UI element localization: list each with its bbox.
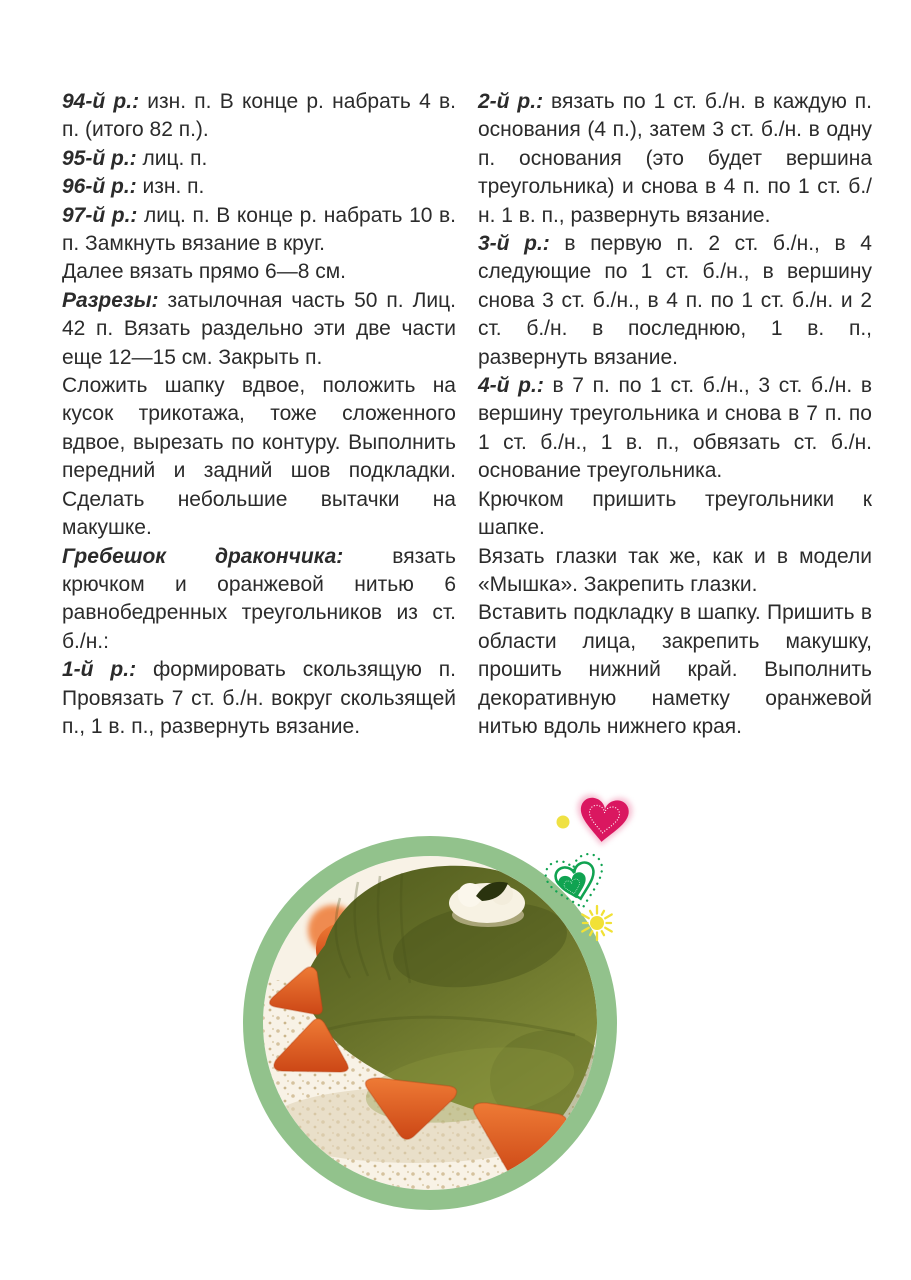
- instruction-text: [62, 88, 872, 741]
- row-label: 96-й р.:: [62, 175, 137, 199]
- paragraph-text: Далее вязать прямо 6—8 см.: [62, 260, 346, 284]
- paragraph: [478, 486, 872, 543]
- paragraph: [62, 543, 456, 657]
- paragraph-text: изн. п. В конце р. набрать 4 в. п. (итого 82 п.).: [62, 90, 456, 142]
- paragraph: [62, 145, 456, 173]
- figure-block: [230, 780, 680, 1250]
- paragraph: [62, 173, 456, 201]
- paragraph: [62, 88, 456, 145]
- paragraph-text: в первую п. 2 ст. б./н., в 4 следующие по 1 ст. б./н., в вершину снова 3 ст. б./н., в 4 п. по 1 ст. б./н. и 2 ст. б./н. в последнюю, 1 в. п., развернуть вязание.: [478, 232, 872, 369]
- paragraph: [478, 599, 872, 741]
- pink-heart-decoration: [574, 793, 634, 848]
- paragraph-text: изн. п.: [136, 175, 205, 199]
- paragraph-text: Вязать глазки так же, как и в модели «Мышка». Закрепить глазки.: [478, 544, 872, 596]
- paragraph: [478, 230, 872, 372]
- paragraph: [62, 287, 456, 372]
- paragraph-text: вязать крючком и оранжевой нитью 6 равнобедренных треугольников из ст. б./н.:: [62, 544, 456, 653]
- row-label: 95-й р.:: [62, 146, 137, 170]
- paragraph: [478, 372, 872, 486]
- paragraph-text: лиц. п.: [136, 146, 208, 170]
- paragraph-text: Крючком пришить треугольники к шапке.: [478, 487, 872, 540]
- paragraph-text: Сложить шапку вдвое, положить на кусок трикотажа, тоже сложенного вдвое, вырезать по контуру. Выполнить передний и задний шов подкладки. Сделать небольшие вытачки на макушке.: [62, 374, 456, 540]
- sun-core: [590, 916, 604, 930]
- row-label: 3-й р.:: [478, 232, 550, 256]
- row-label: 2-й р.:: [478, 90, 544, 113]
- paragraph: [478, 88, 872, 230]
- row-label: Гребешок дракончика:: [62, 544, 344, 568]
- row-label: 4-й р.:: [478, 374, 544, 398]
- paragraph: [62, 258, 456, 286]
- paragraph-text: вязать по 1 ст. б./н. в каждую п. основания (4 п.), затем 3 ст. б./н. в одну п. основания (это будет вершина треугольника) и снова в 4 п. по 1 ст. б./н. 1 в. п., развернуть вязание.: [478, 90, 872, 227]
- paragraph-text: лиц. п. В конце р. набрать 10 в. п. Замкнуть вязание в круг.: [62, 203, 457, 256]
- paragraph: [62, 372, 456, 542]
- left-column: [62, 88, 456, 741]
- paragraph: [62, 656, 456, 741]
- knitted-hat-illustration: [230, 780, 680, 1250]
- row-label: 97-й р.:: [62, 203, 138, 227]
- row-label: Разрезы:: [62, 288, 159, 312]
- paragraph-text: формировать скользящую п. Провязать 7 ст. б./н. вокруг скользящей п., 1 в. п., развернуть вязание.: [62, 658, 456, 738]
- yellow-dot-decoration: [557, 816, 570, 829]
- paragraph-text: в 7 п. по 1 ст. б./н., 3 ст. б./н. в вершину треугольника и снова в 7 п. по 1 ст. б./н., 1 в. п., обвязать ст. б./н. основание треугольника.: [478, 374, 872, 483]
- paragraph: [62, 202, 456, 259]
- paragraph: [478, 543, 872, 600]
- row-label: 1-й р.:: [62, 658, 137, 682]
- paragraph-text: Вставить подкладку в шапку. Пришить в области лица, закрепить макушку, прошить нижний край. Выполнить декоративную наметку оранжевой нитью вдоль нижнего края.: [478, 601, 872, 738]
- row-label: 94-й р.:: [62, 90, 140, 113]
- right-column: [478, 88, 872, 741]
- paragraph-text: затылочная часть 50 п. Лиц. 42 п. Вязать раздельно эти две части еще 12—15 см. Закрыть п.: [62, 288, 456, 369]
